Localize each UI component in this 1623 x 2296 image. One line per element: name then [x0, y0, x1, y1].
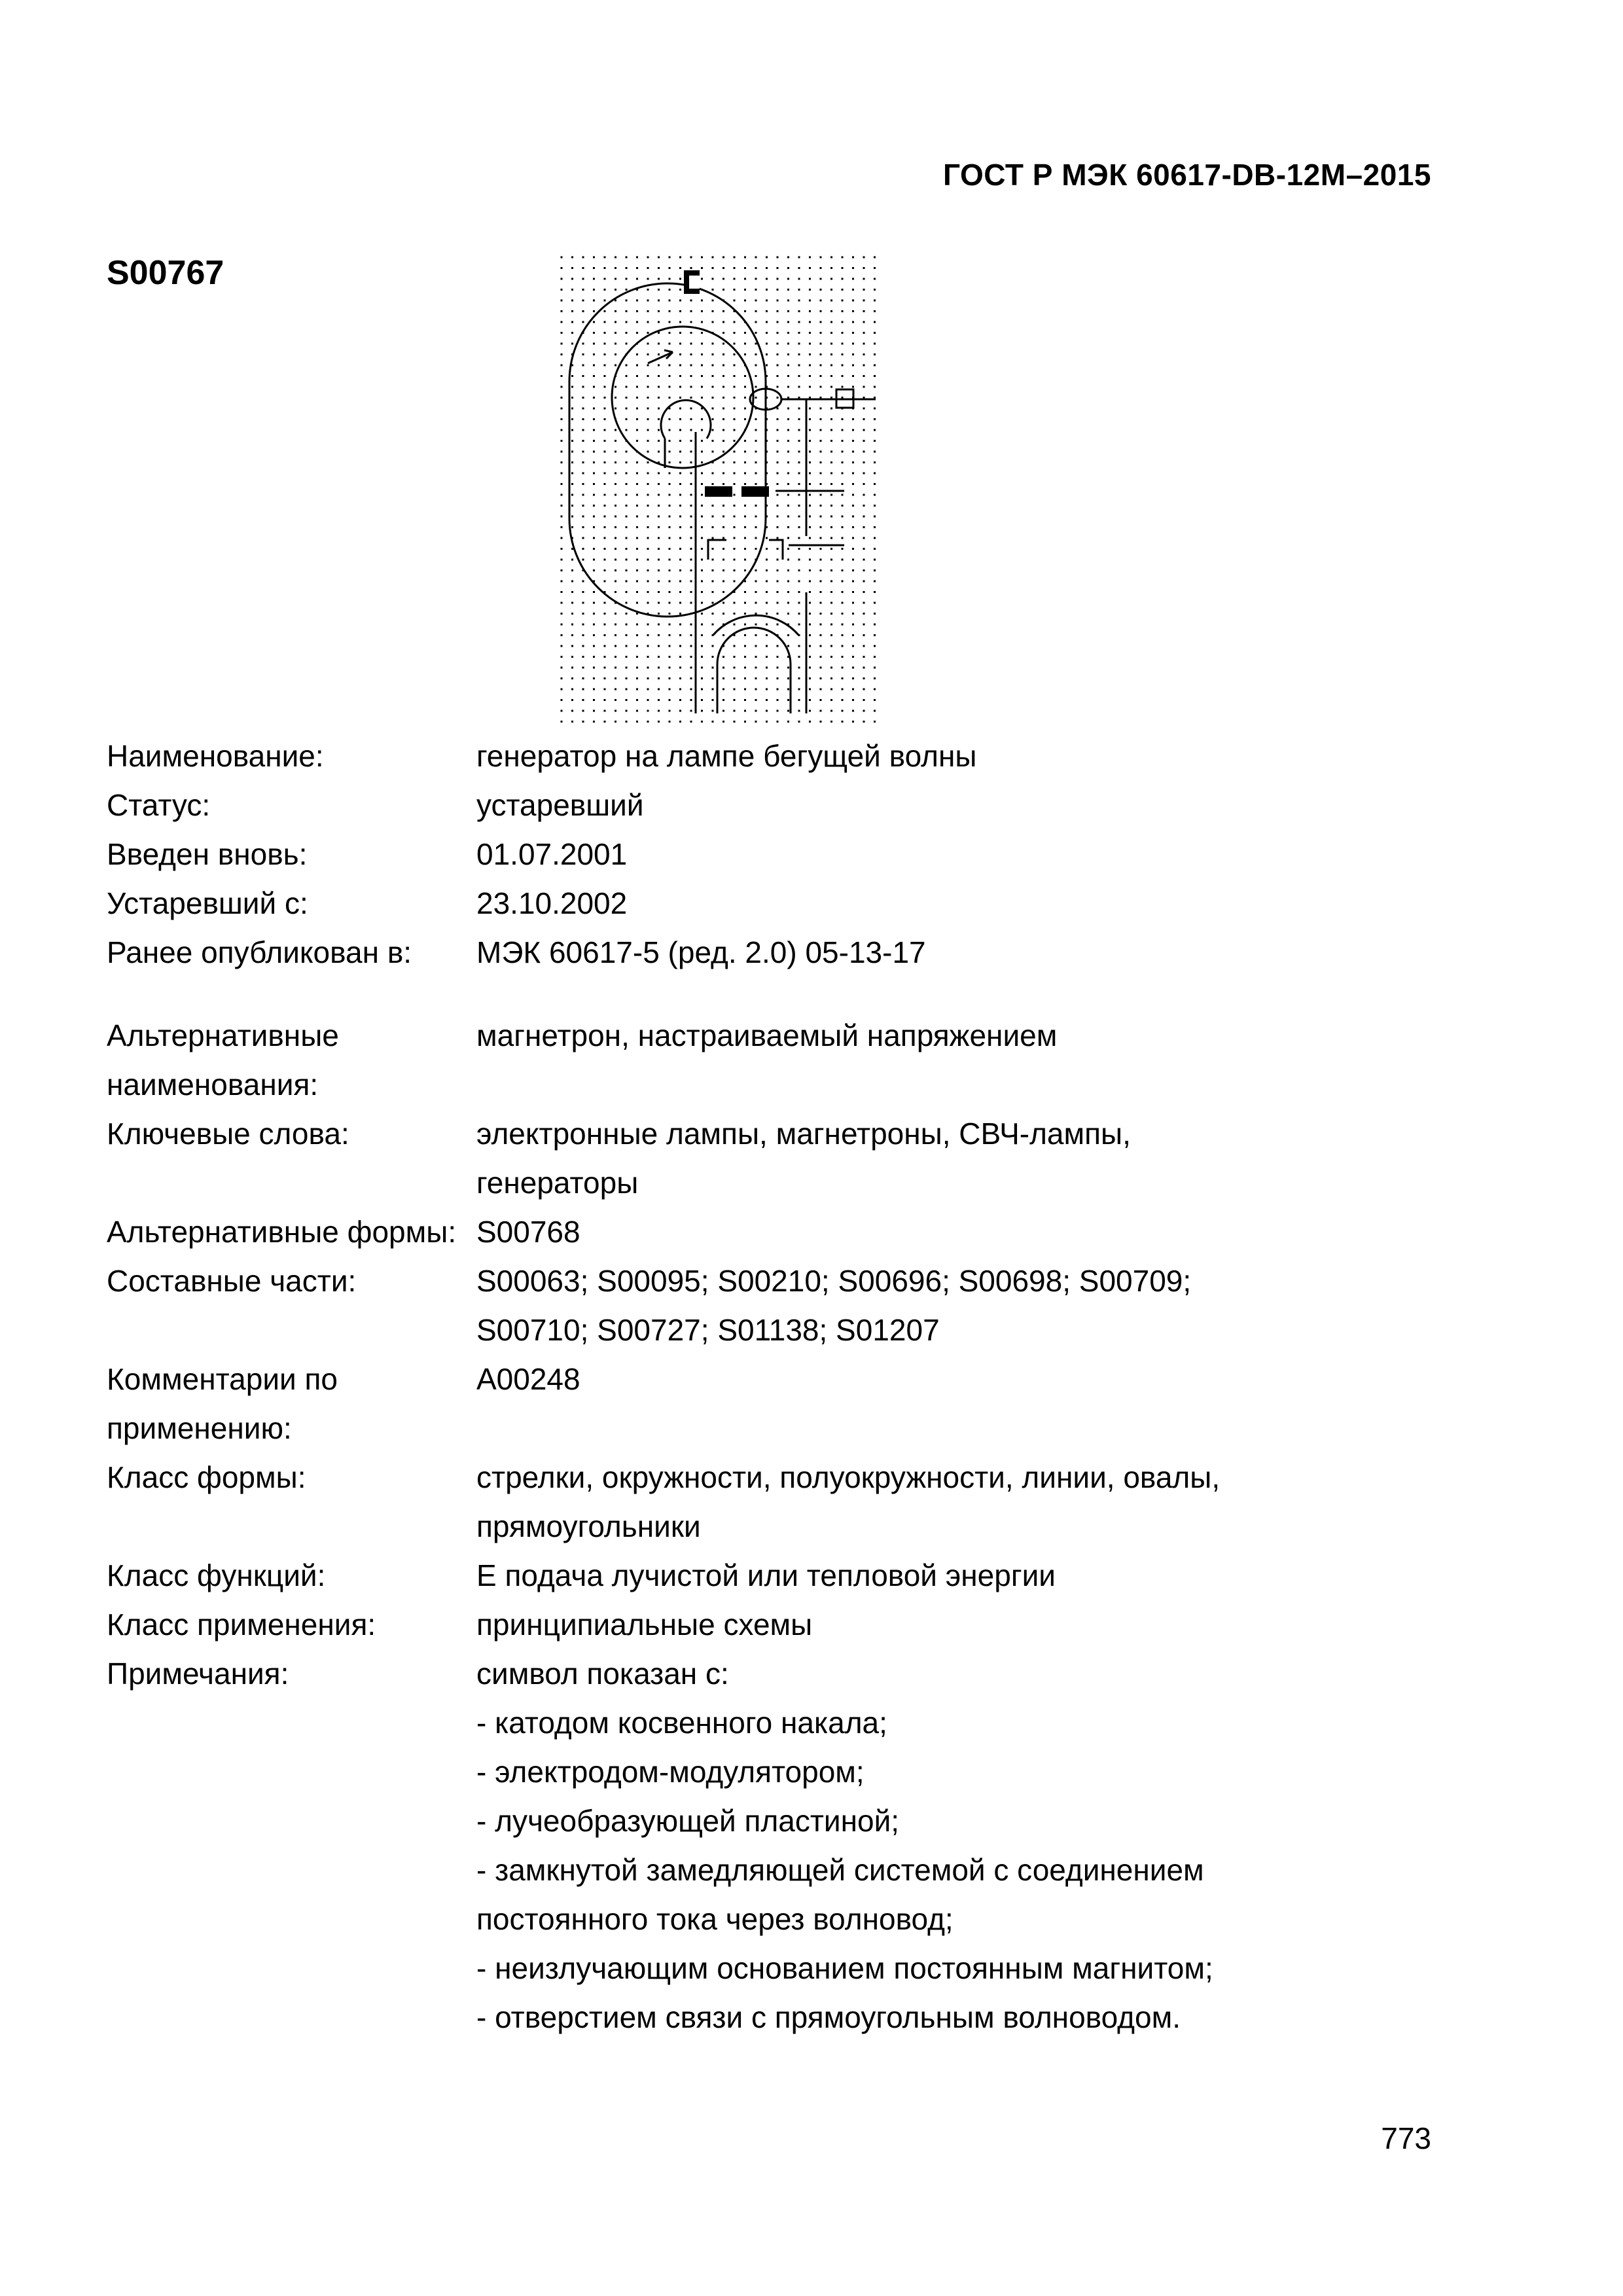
property-value-line: - катодом косвенного накала;: [476, 1706, 887, 1740]
property-value: [476, 1257, 1337, 1355]
property-value-line: 01.07.2001: [476, 837, 628, 871]
property-value: [476, 781, 1337, 830]
property-label: Альтернативные формы:: [107, 1215, 457, 1249]
property-row: [107, 732, 1337, 781]
property-value: [476, 1109, 1337, 1208]
property-value: [476, 732, 1337, 781]
property-value-line: символ показан с:: [476, 1657, 729, 1691]
property-row: [107, 1109, 1337, 1208]
property-label: Статус:: [107, 788, 211, 822]
property-value-line: магнетрон, настраиваемый напряжением: [476, 1018, 1058, 1052]
symbol-properties: [107, 732, 1337, 2042]
property-value-line: S00768: [476, 1215, 580, 1249]
property-value: [476, 1600, 1337, 1649]
property-value: [476, 928, 1337, 977]
property-value: [476, 1551, 1337, 1600]
property-value-line: стрелки, окружности, полуокружности, линии, овалы,: [476, 1460, 1221, 1494]
property-row: [107, 1208, 1337, 1257]
property-value-line: - неизлучающим основанием постоянным магнитом;: [476, 1951, 1213, 1985]
property-value-line: A00248: [476, 1362, 580, 1396]
property-value: [476, 879, 1337, 928]
property-value-line: генератор на лампе бегущей волны: [476, 739, 977, 773]
property-label: Альтернативные наименования:: [107, 1018, 339, 1102]
symbol-graphic: [556, 252, 883, 723]
property-row: [107, 830, 1337, 879]
property-label: Ранее опубликован в:: [107, 935, 412, 969]
property-value-line: генераторы: [476, 1166, 639, 1200]
property-value-line: - лучеобразующей пластиной;: [476, 1804, 900, 1838]
property-value-line: постоянного тока через волновод;: [476, 1902, 954, 1936]
modulator-bar: [705, 486, 732, 497]
property-label: Составные части:: [107, 1264, 357, 1298]
property-value-line: - замкнутой замедляющей системой с соединением: [476, 1853, 1204, 1887]
property-row: [107, 1011, 1337, 1109]
property-row: [107, 1600, 1337, 1649]
property-label: Примечания:: [107, 1657, 289, 1691]
property-row: [107, 1551, 1337, 1600]
page-number: 773: [1381, 2121, 1431, 2155]
property-row: [107, 781, 1337, 830]
property-value: [476, 1453, 1337, 1551]
property-value-line: S00063; S00095; S00210; S00696; S00698; S00709;: [476, 1264, 1192, 1298]
document-standard-title: ГОСТ Р МЭК 60617-DB-12M–2015: [943, 158, 1431, 192]
property-row: [107, 928, 1337, 977]
property-value-line: электронные лампы, магнетроны, СВЧ-лампы,: [476, 1117, 1131, 1151]
property-value-line: E подача лучистой или тепловой энергии: [476, 1558, 1056, 1592]
symbol-code: S00767: [107, 254, 224, 292]
property-row: [107, 1257, 1337, 1355]
property-value: [476, 1355, 1337, 1453]
property-value-line: МЭК 60617-5 (ред. 2.0) 05-13-17: [476, 935, 926, 969]
property-row: [107, 879, 1337, 928]
property-value-line: - электродом-модулятором;: [476, 1755, 865, 1789]
property-label: Ключевые слова:: [107, 1117, 349, 1151]
property-row: [107, 1355, 1337, 1453]
property-row: [107, 1649, 1337, 2042]
modulator-bar: [741, 486, 769, 497]
property-label: Класс функций:: [107, 1558, 326, 1592]
property-value: [476, 1011, 1337, 1109]
property-value: [476, 1208, 1337, 1257]
property-value-line: - отверстием связи с прямоугольным волноводом.: [476, 2000, 1181, 2034]
property-value-line: устаревший: [476, 788, 644, 822]
property-label: Комментарии по применению:: [107, 1362, 338, 1445]
property-value-line: прямоугольники: [476, 1509, 701, 1543]
property-value: [476, 830, 1337, 879]
property-label: Класс применения:: [107, 1607, 376, 1641]
property-label: Класс формы:: [107, 1460, 306, 1494]
property-value-line: S00710; S00727; S01138; S01207: [476, 1313, 940, 1347]
property-label: Наименование:: [107, 739, 324, 773]
property-label: Устаревший с:: [107, 886, 308, 920]
property-value-line: принципиальные схемы: [476, 1607, 813, 1641]
property-row: [107, 1453, 1337, 1551]
property-value: [476, 1649, 1337, 2042]
property-value-line: 23.10.2002: [476, 886, 628, 920]
property-label: Введен вновь:: [107, 837, 308, 871]
